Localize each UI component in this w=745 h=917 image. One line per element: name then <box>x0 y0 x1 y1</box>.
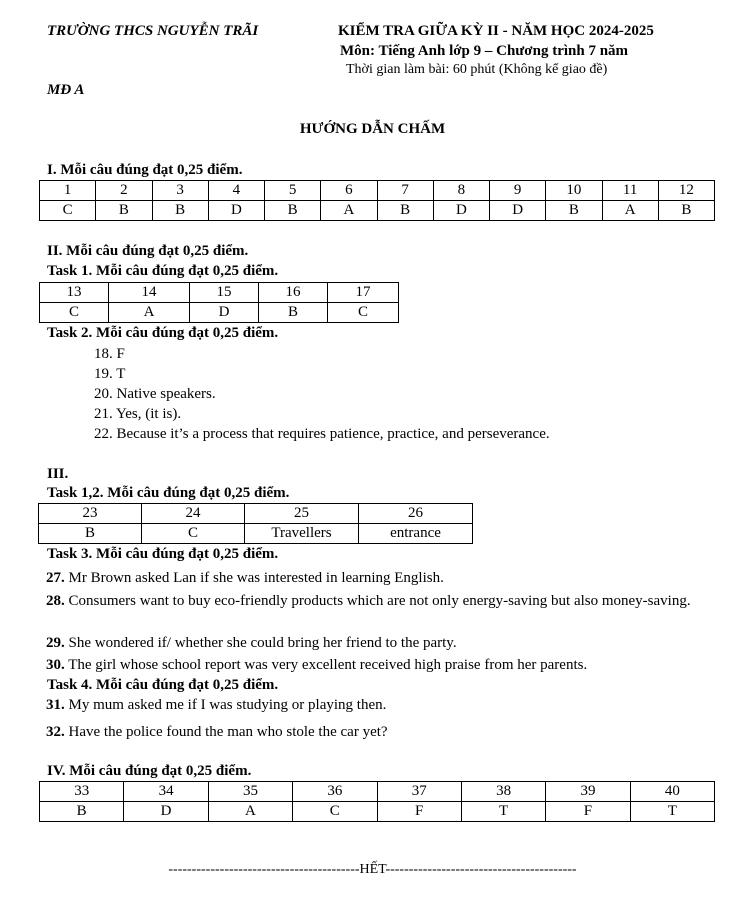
table-cell: B <box>259 303 328 323</box>
list-item: 22. Because it’s a process that requires patience, practice, and perseverance. <box>94 426 550 442</box>
part2-task1-table <box>39 282 399 323</box>
table-cell: 9 <box>490 181 546 201</box>
table-cell: 37 <box>377 782 461 802</box>
table-cell: C <box>328 303 399 323</box>
table-cell: T <box>461 802 545 822</box>
table-cell: 4 <box>208 181 264 201</box>
table-cell: 16 <box>259 283 328 303</box>
school-name: TRƯỜNG THCS NGUYỄN TRÃI <box>47 23 259 39</box>
table-cell: 6 <box>321 181 377 201</box>
answer-number: 32. <box>46 724 65 740</box>
answer-32 <box>46 722 708 742</box>
subject-line: Môn: Tiếng Anh lớp 9 – Chương trình 7 năm <box>340 43 629 59</box>
table-cell: A <box>321 201 377 221</box>
table-cell: B <box>658 201 714 221</box>
table-cell: D <box>124 802 208 822</box>
table-cell: A <box>109 303 190 323</box>
table-row <box>40 782 715 802</box>
answer-text: Consumers want to buy eco-friendly products which are not only energy-saving but also money-saving. <box>64 593 691 609</box>
table-cell: 25 <box>245 504 359 524</box>
answer-number: 30. <box>46 657 65 673</box>
answer-28 <box>46 591 708 611</box>
table-cell: 26 <box>359 504 473 524</box>
table-cell: 38 <box>461 782 545 802</box>
table-cell: T <box>630 802 714 822</box>
table-cell: B <box>40 802 124 822</box>
table-cell: C <box>40 303 109 323</box>
table-cell: 23 <box>39 504 142 524</box>
answer-text: Have the police found the man who stole the car yet? <box>64 724 388 740</box>
answer-text: My mum asked me if I was studying or playing then. <box>64 697 387 713</box>
table-cell: 33 <box>40 782 124 802</box>
table-cell: 24 <box>142 504 245 524</box>
table-row <box>40 283 399 303</box>
answer-text: She wondered if/ whether she could bring her friend to the party. <box>64 635 457 651</box>
list-item: 20. Native speakers. <box>94 386 216 402</box>
table-row <box>39 524 473 544</box>
table-cell: 14 <box>109 283 190 303</box>
table-cell: 34 <box>124 782 208 802</box>
table-cell: 10 <box>546 181 602 201</box>
table-cell: B <box>265 201 321 221</box>
list-item: 19. T <box>94 366 126 382</box>
table-cell: 3 <box>152 181 208 201</box>
part1-heading: I. Mỗi câu đúng đạt 0,25 điểm. <box>47 162 243 178</box>
answer-30 <box>46 655 708 675</box>
part4-table <box>39 781 715 822</box>
table-cell: A <box>602 201 658 221</box>
answer-number: 28. <box>46 593 65 609</box>
table-cell: D <box>208 201 264 221</box>
table-cell: 8 <box>433 181 489 201</box>
part3-task4-heading: Task 4. Mỗi câu đúng đạt 0,25 điểm. <box>47 677 279 693</box>
table-cell: C <box>142 524 245 544</box>
table-cell: 11 <box>602 181 658 201</box>
table-row <box>40 802 715 822</box>
answer-number: 29. <box>46 635 65 651</box>
part2-heading: II. Mỗi câu đúng đạt 0,25 điểm. <box>47 243 249 259</box>
part2-task1-heading: Task 1. Mỗi câu đúng đạt 0,25 điểm. <box>47 263 279 279</box>
table-cell: 40 <box>630 782 714 802</box>
table-cell: 13 <box>40 283 109 303</box>
table-cell: entrance <box>359 524 473 544</box>
table-cell: 1 <box>40 181 96 201</box>
table-cell: D <box>190 303 259 323</box>
table-row <box>40 201 715 221</box>
table-cell: B <box>152 201 208 221</box>
page-title: HƯỚNG DẪN CHẤM <box>299 121 446 137</box>
table-cell: 7 <box>377 181 433 201</box>
answer-number: 31. <box>46 697 65 713</box>
part3-task12-table <box>38 503 473 544</box>
part3-task3-heading: Task 3. Mỗi câu đúng đạt 0,25 điểm. <box>47 546 279 562</box>
exam-code: MĐ A <box>47 82 85 98</box>
table-cell: D <box>433 201 489 221</box>
table-cell: Travellers <box>245 524 359 544</box>
table-row <box>40 181 715 201</box>
table-cell: 15 <box>190 283 259 303</box>
table-cell: B <box>39 524 142 544</box>
table-cell: B <box>546 201 602 221</box>
answer-number: 27. <box>46 570 65 586</box>
answer-29 <box>46 633 708 653</box>
table-cell: A <box>208 802 292 822</box>
table-cell: 39 <box>546 782 630 802</box>
table-row <box>39 504 473 524</box>
table-cell: 5 <box>265 181 321 201</box>
part1-table <box>39 180 715 221</box>
table-row <box>40 303 399 323</box>
table-cell: B <box>377 201 433 221</box>
part4-heading: IV. Mỗi câu đúng đạt 0,25 điểm. <box>47 763 252 779</box>
table-cell: 12 <box>658 181 714 201</box>
part2-task2-heading: Task 2. Mỗi câu đúng đạt 0,25 điểm. <box>47 325 279 341</box>
list-item: 21. Yes, (it is). <box>94 406 182 422</box>
table-cell: F <box>546 802 630 822</box>
time-note: Thời gian làm bài: 60 phút (Không kể giao đề) <box>346 62 608 77</box>
table-cell: 2 <box>96 181 152 201</box>
table-cell: D <box>490 201 546 221</box>
table-cell: C <box>40 201 96 221</box>
answer-text: The girl whose school report was very excellent received high praise from her parents. <box>64 657 588 673</box>
part3-task12-heading: Task 1,2. Mỗi câu đúng đạt 0,25 điểm. <box>47 485 290 501</box>
table-cell: C <box>293 802 377 822</box>
answer-text: Mr Brown asked Lan if she was interested in learning English. <box>64 570 444 586</box>
table-cell: 17 <box>328 283 399 303</box>
exam-title: KIỂM TRA GIỮA KỲ II - NĂM HỌC 2024-2025 <box>338 23 654 39</box>
answer-27 <box>46 568 708 588</box>
end-marker: -----------------------------------------HẾT----------------------------------------- <box>168 862 577 877</box>
table-cell: 35 <box>208 782 292 802</box>
table-cell: 36 <box>293 782 377 802</box>
part3-heading: III. <box>47 466 69 482</box>
list-item: 18. F <box>94 346 125 362</box>
answer-31 <box>46 695 708 715</box>
table-cell: F <box>377 802 461 822</box>
table-cell: B <box>96 201 152 221</box>
